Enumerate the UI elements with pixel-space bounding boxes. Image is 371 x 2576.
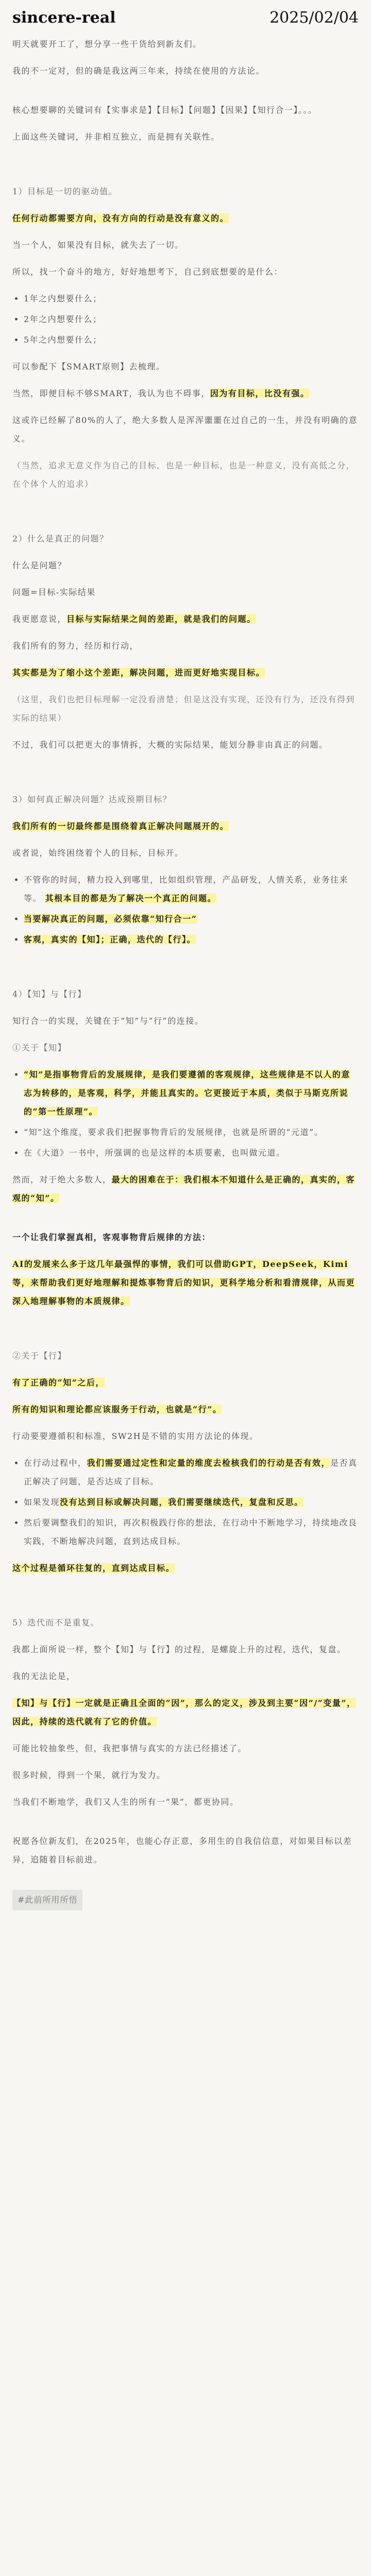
highlight: 其根本目的都是为了解决一个真正的问题。 [45, 893, 217, 903]
paragraph: 明天就要开工了，想分享一些干货给到新友们。 [12, 39, 202, 49]
section-title: 2）什么是真正的问题？ [12, 534, 109, 544]
highlight: 客观，真实的【知】；正确，迭代的【行】。 [24, 935, 196, 944]
highlight-paragraph [12, 1559, 359, 1578]
highlight: AI的发展来么多于这几年最强悍的事情，我们可以借助GPT，DeepSeek，Kimi等，来帮助我们更好地理解和提炼事物背后的知识，更科学地分析和看清规律，从而更深入地理解事物的本质规律。 [12, 1259, 356, 1306]
list-item: • 在行动过程中，我们需要通过定性和定量的维度去检核我们的行动是否有效，是否真正解决了问题，是否达成了目标。 [24, 1454, 359, 1491]
paragraph: 我们所有的努力，经历和行动， [12, 641, 139, 651]
paragraph: 不过，我们可以把更大的事情拆，大概的实际结果，能划分静非由真正的问题。 [12, 740, 328, 750]
highlight: 因为有目标，比没有强。 [210, 388, 310, 398]
know-list [12, 1065, 359, 1162]
subsection-title: ②关于【行】 [12, 1351, 67, 1361]
paragraph: 我的不一定对，但的确是我这两三年来，持续在使用的方法论。 [12, 66, 265, 76]
memo-content [0, 35, 371, 1910]
highlight: 这个过程是循环往复的，直到达成目标。 [12, 1563, 175, 1573]
hashtag[interactable]: #此前所用所悟 [12, 1890, 82, 1910]
paragraph: 所以，找一个奋斗的地方，好好地想考下，自己到底想要的是什么： [12, 267, 283, 277]
goal-list [12, 290, 359, 349]
author-name: sincere-real [12, 8, 116, 27]
highlight-paragraph [12, 1400, 359, 1419]
paragraph: 或者说，始终困绕着个人的目标，目标开。 [12, 848, 184, 858]
tag-box [12, 1890, 359, 1910]
highlight-paragraph [12, 209, 359, 228]
paragraph: 可能比较抽象些，但，我把事情与真实的方法已经描述了。 [12, 1743, 247, 1753]
highlight-paragraph [12, 817, 359, 836]
highlight-paragraph [12, 1694, 359, 1731]
highlight: 目标与实际结果之间的差距，就是我们的问题。 [66, 614, 256, 624]
list-item: • 在《大道》一书中，所强调的也是这样的本质要素，也叫做元道。 [24, 1144, 359, 1162]
paragraph: 这或许已经解了80%的人了，绝大多数人是浑浑噩噩在过自己的一生，并没有明确的意义。 [12, 415, 358, 444]
paragraph: 当我们不断地学，我们又人生的所有一“果”，都更协同。 [12, 1797, 239, 1807]
paragraph: （这里，我们也把目标理解一定没看清楚；但是这没有实现，还没有行为，还没有得到实际的结果） [12, 694, 356, 723]
paragraph: 我更愿意说，目标与实际结果之间的差距，就是我们的问题。 [12, 614, 256, 624]
list-item: • 如果发现没有达到目标或解决问题，我们需要继续迭代，复盘和反思。 [24, 1493, 359, 1512]
list-item [24, 1065, 359, 1121]
paragraph: 我的无法论是， [12, 1671, 76, 1681]
paragraph: （当然，追求无意义作为自己的目标，也是一种目标，也是一种意义，没有高低之分，在个体个人的追求） [12, 461, 356, 489]
paragraph: 知行合一的实现，关键在于“知”与“行”的连接。 [12, 1016, 204, 1026]
section-title: 5）迭代而不是重复。 [12, 1618, 100, 1628]
post-date: 2025/02/04 [269, 8, 359, 27]
paragraph: 祝愿各位新友们，在2025年，也能心存正意，多用生的自我信信意，对如果目标以差异，追随着目标前进。 [12, 1836, 352, 1865]
paragraph: 当一个人，如果没有目标，就失去了一切。 [12, 240, 184, 250]
highlight: 我们需要通过定性和定量的维度去检核我们的行动是否有效， [87, 1458, 331, 1468]
list-item: • 不管你的时间，精力投入到哪里，比如组织管理，产品研发，人情关系，业务往来等。 其根本目的都是为了解决一个真正的问题。 [24, 871, 359, 908]
highlight: 任何行动都需要方向，没有方向的行动是没有意义的。 [12, 213, 229, 223]
list-item: • 5年之内想要什么； [24, 331, 359, 349]
bold-text: 一个让我们掌握真相，客观事物背后规律的方法： [12, 1232, 211, 1242]
section-title: 3）如何真正解决问题？达成预期目标？ [12, 794, 172, 804]
list-item: • 然后要调整我们的知识，再次积极践行你的想法，在行动中不断地学习，持续地改良实践，不断地解决问题，直到达成目标。 [24, 1514, 359, 1551]
highlight-paragraph [12, 1374, 359, 1392]
paragraph: 当然，即便目标不够SMART，我认为也不碍事，因为有目标，比没有强。 [12, 388, 310, 398]
paragraph: 可以参配下【SMART原则】去梳理。 [12, 362, 165, 371]
section-title: 4）【知】与【行】 [12, 989, 87, 999]
solve-list [12, 871, 359, 949]
paragraph: 行动要要遵循积和标准，SW2H是不错的实用方法论的体现。 [12, 1431, 259, 1441]
highlight-paragraph [12, 664, 359, 682]
highlight: 所有的知识和理论都应该服务于行动，也就是“行”。 [12, 1404, 222, 1414]
highlight: “知”是指事物背后的发展规律，是我们要遵循的客观规律，这些规律是不以人的意志为转移的，是客观，科学，并能且真实的。它更接近于本质，类似于马斯克所说的“第一性原理”。 [24, 1070, 350, 1116]
paragraph: 上面这些关键词，并非相互独立，而是拥有关联性。 [12, 132, 220, 142]
paragraph: 然而，对于绝大多数人，最大的困难在于：我们根本不知道什么是正确的，真实的，客观的“知”。 [12, 1175, 356, 1203]
list-item: • 1年之内想要什么； [24, 290, 359, 308]
highlight: 当要解决真正的问题，必须依靠“知行合一” [24, 914, 197, 924]
list-item: • “知”这个维度，要求我们把握事物背后的发展规律，也就是所谓的“元道”。 [24, 1123, 359, 1142]
list-item [24, 930, 359, 949]
highlight: 其实都是为了缩小这个差距，解决问题，进而更好地实现目标。 [12, 668, 265, 677]
highlight: 【知】与【行】一定就是正确且全面的“因”，那么的定义，涉及到主要“因”/“变量”，因此，持续的迭代就有了它的价值。 [12, 1698, 356, 1726]
paragraph: 我都上面所说一样，整个【知】与【行】的过程，是螺旋上升的过程，迭代，复盘。 [12, 1645, 346, 1654]
highlight: 最大的困难在于：我们根本不知道什么是正确的，真实的，客观的“知”。 [12, 1175, 356, 1203]
highlight: 我们所有的一切最终都是围绕着真正解决问题展开的。 [12, 821, 229, 831]
paragraph: 很多时候，得到一个果，就行为发力。 [12, 1770, 166, 1780]
paragraph: 什么是问题？ [12, 561, 67, 570]
action-list [12, 1454, 359, 1551]
highlight: 没有达到目标或解决问题，我们需要继续迭代，复盘和反思。 [60, 1497, 303, 1507]
header [0, 0, 371, 35]
section-title: 1）目标是一切的驱动值。 [12, 187, 118, 196]
highlight: 有了正确的“知”之后， [12, 1378, 105, 1387]
list-item: • 2年之内想要什么； [24, 310, 359, 329]
paragraph: 核心想要聊的关键词有【实事求是】【目标】【问题】【因果】【知行合一】。。。 [12, 105, 317, 115]
paragraph: 问题=目标-实际结果 [12, 587, 96, 597]
list-item [24, 910, 359, 928]
paragraph [12, 1228, 359, 1247]
highlight-paragraph [12, 1255, 359, 1311]
subsection-title: ①关于【知】 [12, 1043, 67, 1053]
